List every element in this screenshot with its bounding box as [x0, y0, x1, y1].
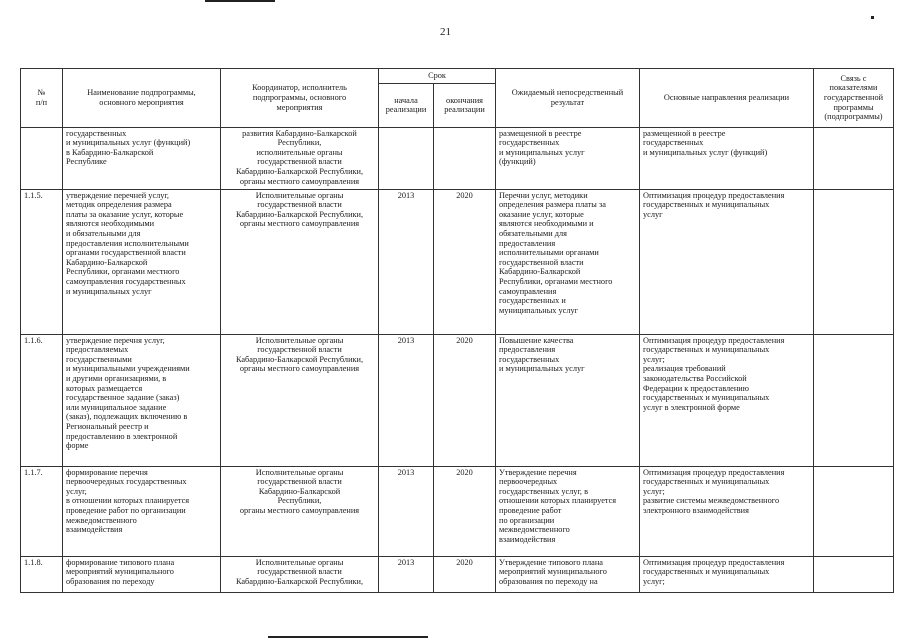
row-coordinator: Исполнительные органы государственной власти Кабардино-Балкарской Республики, органы местного самоуправления — [221, 189, 379, 334]
row-result: Перечни услуг, методики определения размера платы за оказание услуг, которые являются необходимыми и обязательными для предоставления исполнительными органами государственной власти Кабардино-Балкарской Республики, органами местного самоуправления государственных и муниципальных услуг — [496, 189, 640, 334]
row-coordinator: Исполнительные органы государственной власти Кабардино-Балкарской Республики, органы местного самоуправления — [221, 466, 379, 556]
table-row — [21, 556, 894, 592]
row-coordinator: развития Кабардино-Балкарской Республики, исполнительные органы государственной власти Кабардино-Балкарской Республики, органы местного самоуправления — [221, 127, 379, 189]
row-directions: Оптимизация процедур предоставления государственных и муниципальных услуг — [640, 189, 814, 334]
header-term: Срок — [379, 69, 496, 84]
row-directions: Оптимизация процедур предоставления государственных и муниципальных услуг; реализация требований законодательства Российской Федерации к предоставлению государственных и муниципальных услуг в электронной форме — [640, 334, 814, 466]
header-directions: Основные направления реализации — [640, 69, 814, 128]
row-start: 2013 — [379, 334, 434, 466]
row-result: Утверждение типового плана мероприятий муниципального образования по переходу на — [496, 556, 640, 592]
scan-dot — [871, 16, 874, 19]
table-row — [21, 334, 894, 466]
header-coordinator: Координатор, исполнитель подпрограммы, основного мероприятия — [221, 69, 379, 128]
header-link: Связь с показателями государственной программы (подпрограммы) — [814, 69, 894, 128]
row-coordinator: Исполнительные органы государственной власти Кабардино-Балкарской Республики, органы местного самоуправления — [221, 334, 379, 466]
program-table — [20, 68, 894, 593]
row-num: 1.1.5. — [21, 189, 63, 334]
scan-mark-bottom — [268, 636, 428, 638]
header-name: Наименование подпрограммы, основного мероприятия — [63, 69, 221, 128]
row-result: Повышение качества предоставления государственных и муниципальных услуг — [496, 334, 640, 466]
row-num: 1.1.8. — [21, 556, 63, 592]
row-name: формирование перечня первоочередных государственных услуг, в отношении которых планируется проведение работ по организации межведомственного взаимодействия — [63, 466, 221, 556]
header-end: окончания реализации — [434, 83, 496, 127]
row-directions: размещенной в реестре государственных и муниципальных услуг (функций) — [640, 127, 814, 189]
header-num: № п/п — [21, 69, 63, 128]
header-result: Ожидаемый непосредственный результат — [496, 69, 640, 128]
row-start — [379, 127, 434, 189]
row-coordinator: Исполнительные органы государственной власти Кабардино-Балкарской Республики, — [221, 556, 379, 592]
row-end: 2020 — [434, 334, 496, 466]
row-directions: Оптимизация процедур предоставления государственных и муниципальных услуг; развитие системы межведомственного электронного взаимодействия — [640, 466, 814, 556]
scan-mark-top — [205, 0, 275, 2]
row-num: 1.1.6. — [21, 334, 63, 466]
row-result: Утверждение перечня первоочередных государственных услуг, в отношении которых планируется проведение работ по организации межведомственного взаимодействия — [496, 466, 640, 556]
row-num: 1.1.7. — [21, 466, 63, 556]
row-name: утверждение перечня услуг, предоставляемых государственными и муниципальными учреждениями и другими организациями, в которых размещается государственное задание (заказ) или муниципальное задание (заказ), подлежащих включению в Региональный реестр и предоставлению в электронной форме — [63, 334, 221, 466]
page-number: 21 — [440, 26, 451, 38]
table-row — [21, 189, 894, 334]
header-row-top — [21, 69, 894, 84]
row-link — [814, 556, 894, 592]
row-end: 2020 — [434, 466, 496, 556]
row-end: 2020 — [434, 556, 496, 592]
table-row — [21, 466, 894, 556]
row-start: 2013 — [379, 466, 434, 556]
row-directions: Оптимизация процедур предоставления государственных и муниципальных услуг; — [640, 556, 814, 592]
row-link — [814, 189, 894, 334]
table-row — [21, 127, 894, 189]
row-name: государственных и муниципальных услуг (функций) в Кабардино-Балкарской Республике — [63, 127, 221, 189]
header-start: начала реализации — [379, 83, 434, 127]
row-link — [814, 334, 894, 466]
row-name: утверждение перечней услуг, методик определения размера платы за оказание услуг, которые являются необходимыми и обязательными для предоставления исполнительными органами государственной власти Кабардино-Балкарской Республики, органами местного самоуправления государственных и муниципальных услуг — [63, 189, 221, 334]
row-end — [434, 127, 496, 189]
row-link — [814, 127, 894, 189]
row-result: размещенной в реестре государственных и муниципальных услуг (функций) — [496, 127, 640, 189]
row-num — [21, 127, 63, 189]
row-link — [814, 466, 894, 556]
row-start: 2013 — [379, 556, 434, 592]
row-name: формирование типового плана мероприятий муниципального образования по переходу — [63, 556, 221, 592]
row-start: 2013 — [379, 189, 434, 334]
row-end: 2020 — [434, 189, 496, 334]
